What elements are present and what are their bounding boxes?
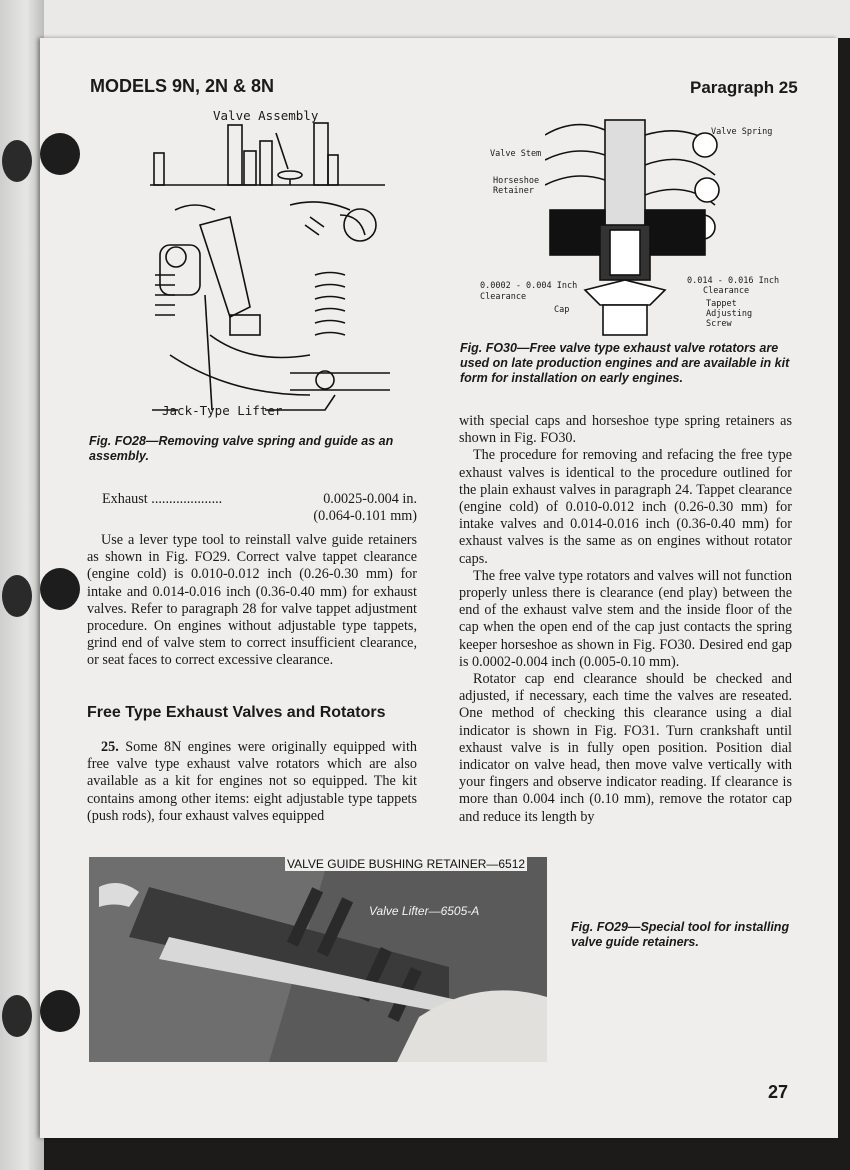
paragraph-number: 25. — [101, 739, 119, 755]
fo30-label-clearance: Clearance — [703, 286, 750, 296]
fo30-label-gap-value: 0.0002 - 0.004 Inch — [480, 281, 578, 291]
running-header-paragraph: Paragraph 25 — [690, 78, 798, 97]
right-paragraph: with special caps and horseshoe type spring retainers as shown in Fig. FO30. — [459, 413, 792, 447]
binder-hole-shadow — [2, 140, 32, 182]
spec-mm: (0.064-0.101 mm) — [313, 508, 417, 524]
right-paragraph: The procedure for removing and refacing the free type exhaust valves is identical to the procedure outlined for the plain exhaust valves in paragraph 24. Tappet clearance (engine cold) of 0.010-0.012 inch (0.26-0.30 mm) for intake valves and 0.014-0.016 inch (0.36-0.40 mm) for exhaust valves is the same as on engines without rotator caps. — [459, 447, 792, 567]
paragraph-25 — [87, 739, 417, 825]
spec-name: Exhaust — [102, 491, 148, 507]
engine-photo-illustration — [89, 857, 547, 1062]
binder-hole-shadow — [2, 575, 32, 617]
fo28-label-valve-assembly: Valve Assembly — [213, 108, 319, 123]
lever-tool-paragraph: Use a lever type tool to reinstall valve guide retainers as shown in Fig. FO29. Correct valve tappet clearance (engine cold) is 0.010-0.012 inch (0.26-0.30 mm) for intake and 0.014-0.016 inch (0.36-0.40 mm) for exhaust valves. Refer to paragraph 28 for valve tappet adjustment procedure. On engines without adjustable type tappets, grind end of valve stem to correct insufficient clearance, or seat faces to correct excessive clearance. — [87, 532, 417, 669]
figure-fo29-photo — [89, 857, 547, 1062]
photo-label-retainer: VALVE GUIDE BUSHING RETAINER—6512 — [287, 857, 526, 871]
spec-inches: 0.0025-0.004 in. — [323, 491, 417, 507]
figure-fo28-drawing — [140, 105, 398, 427]
binder-hole — [40, 568, 80, 610]
fo30-label-clearance-value: 0.014 - 0.016 Inch — [687, 276, 780, 286]
fo30-label-horseshoe: Horseshoe — [493, 176, 540, 186]
paragraph-25-text: Some 8N engines were originally equipped with free valve type exhaust valve rotators which are also available as a kit for engines not so equipped. The kit contains among other items: eight adjustable type tappets (push rods), four exhaust valves equipped — [87, 739, 417, 824]
fo30-label-cap: Cap — [554, 305, 570, 315]
fo28-label-jack-type-lifter: Jack-Type Lifter — [162, 403, 283, 418]
right-paragraph: The free valve type rotators and valves will not function properly unless there is clearance (end play) between the end of the exhaust valve stem and the inside floor of the cap when the open end of the cap just contacts the spring keeper horseshoe as shown in Fig. FO30. Desired end gap is 0.0002-0.004 inch (0.005-0.10 mm). — [459, 567, 792, 670]
fo30-label-valve-spring: Valve Spring — [711, 127, 773, 137]
fo28-caption: Fig. FO28—Removing valve spring and guide as an assembly. — [89, 434, 394, 463]
figure-fo30-drawing — [545, 115, 725, 340]
exhaust-spec — [102, 491, 417, 525]
left-column-text — [87, 532, 417, 670]
fo30-caption: Fig. FO30—Free valve type exhaust valve rotators are used on late production engines and are available in kit form for installation on early engines. — [460, 341, 790, 385]
fo30-label-adjusting: Adjusting — [706, 309, 753, 319]
section-heading-free-type-valves: Free Type Exhaust Valves and Rotators — [87, 704, 386, 721]
fo30-label-screw: Screw — [706, 319, 732, 329]
page-number: 27 — [768, 1082, 789, 1102]
fo30-label-retainer: Retainer — [493, 186, 534, 196]
right-paragraph: Rotator cap end clearance should be checked and adjusted, if necessary, each time the valves are reseated. One method of checking this clearance using a dial indicator is shown in Fig. FO31. Turn crankshaft until exhaust valve is in fully open position. Position dial indicator on valve head, then move valve vertically with your fingers and observe indicator reading. If clearance is more than 0.004 inch (0.10 mm), remove the rotator cap and reduce its length by — [459, 671, 792, 825]
fo30-label-gap-clearance: Clearance — [480, 292, 527, 302]
scan-top-margin — [0, 0, 850, 38]
photo-label-valve-lifter: Valve Lifter—6505-A — [369, 904, 480, 918]
running-header-models: MODELS 9N, 2N & 8N — [90, 76, 275, 96]
binder-hole — [40, 990, 80, 1032]
fo30-label-tappet: Tappet — [706, 299, 737, 309]
binder-hole-shadow — [2, 995, 32, 1037]
fo30-label-valve-stem: Valve Stem — [490, 149, 542, 159]
fo29-caption: Fig. FO29—Special tool for installing valve guide retainers. — [571, 920, 790, 949]
right-column-text — [459, 413, 792, 826]
binder-hole — [40, 133, 80, 175]
spec-leader-dots: .................... — [151, 491, 223, 507]
